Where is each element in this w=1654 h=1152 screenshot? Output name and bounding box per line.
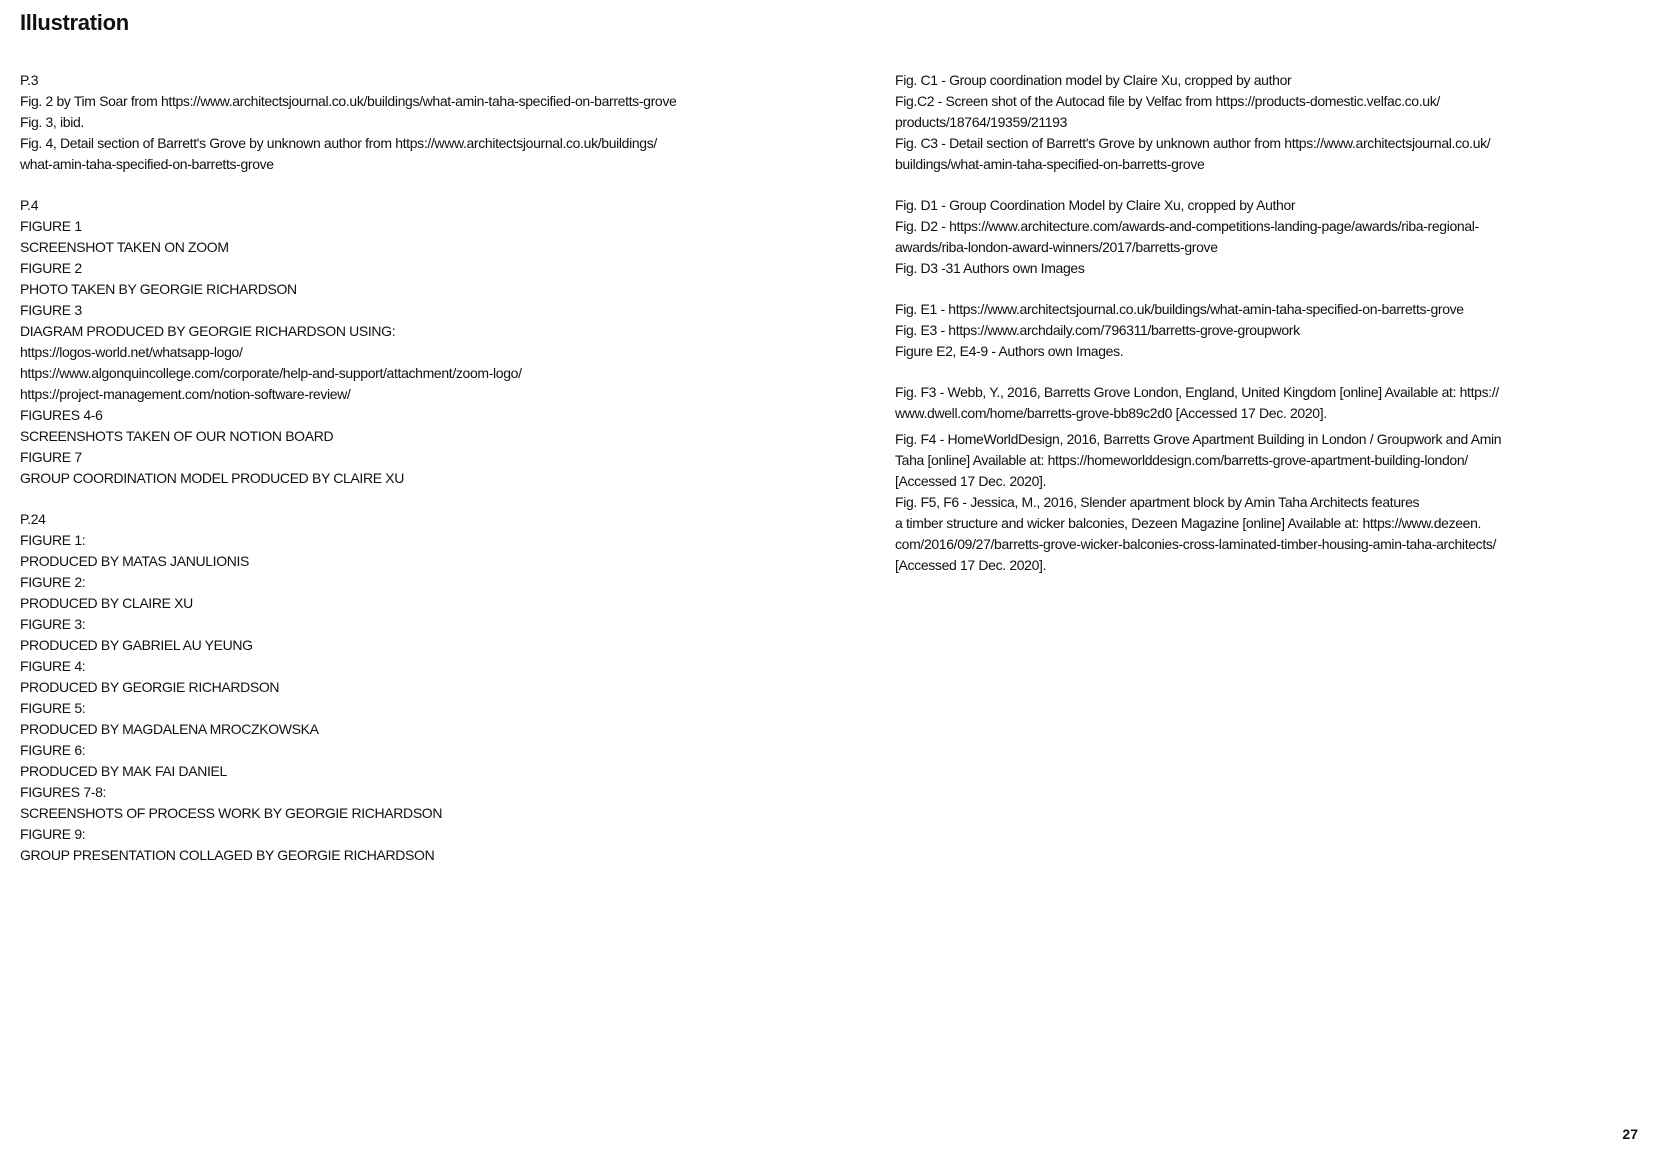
reference-line: P.24 xyxy=(20,511,46,527)
reference-line: com/2016/09/27/barretts-grove-wicker-balconies-cross-laminated-timber-housing-amin-taha-architects/ xyxy=(895,536,1497,552)
reference-line: Fig. 3, ibid. xyxy=(20,114,84,130)
reference-line: FIGURE 2 xyxy=(20,260,82,276)
reference-line: PRODUCED BY MAGDALENA MROCZKOWSKA xyxy=(20,721,319,737)
reference-line: Fig. D2 - https://www.architecture.com/awards-and-competitions-landing-page/awards/riba-regional- xyxy=(895,218,1479,234)
reference-line: FIGURES 7-8: xyxy=(20,784,107,800)
reference-line: Fig. F3 - Webb, Y., 2016, Barretts Grove London, England, United Kingdom [online] Available at: https:// xyxy=(895,384,1499,400)
page-title: Illustration xyxy=(20,10,129,35)
reference-line: P.4 xyxy=(20,197,39,213)
right-section xyxy=(895,195,1640,279)
left-section xyxy=(20,70,840,175)
reference-line: https://logos-world.net/whatsapp-logo/ xyxy=(20,344,243,360)
reference-line: FIGURE 6: xyxy=(20,742,86,758)
reference-line: PRODUCED BY GEORGIE RICHARDSON xyxy=(20,679,280,695)
reference-line: FIGURE 7 xyxy=(20,449,82,465)
reference-line: Fig. C1 - Group coordination model by Claire Xu, cropped by author xyxy=(895,72,1292,88)
right-column xyxy=(895,70,1640,596)
reference-line: www.dwell.com/home/barretts-grove-bb89c2d0 [Accessed 17 Dec. 2020]. xyxy=(895,405,1327,421)
reference-line: FIGURE 5: xyxy=(20,700,86,716)
reference-line: Fig. D1 - Group Coordination Model by Claire Xu, cropped by Author xyxy=(895,197,1296,213)
reference-line: buildings/what-amin-taha-specified-on-barretts-grove xyxy=(895,156,1205,172)
reference-line: awards/riba-london-award-winners/2017/barretts-grove xyxy=(895,239,1218,255)
reference-line: FIGURE 3 xyxy=(20,302,82,318)
reference-line: Fig. E1 - https://www.architectsjournal.co.uk/buildings/what-amin-taha-specified-on-barretts-grove xyxy=(895,301,1464,317)
right-section xyxy=(895,429,1640,576)
reference-line: [Accessed 17 Dec. 2020]. xyxy=(895,473,1047,489)
reference-line: GROUP PRESENTATION COLLAGED BY GEORGIE RICHARDSON xyxy=(20,847,435,863)
reference-line: FIGURE 9: xyxy=(20,826,86,842)
reference-line: Fig.C2 - Screen shot of the Autocad file by Velfac from https://products-domestic.velfac.co.uk/ xyxy=(895,93,1440,109)
reference-line: Taha [online] Available at: https://homeworlddesign.com/barretts-grove-apartment-building-london/ xyxy=(895,452,1468,468)
left-section xyxy=(20,509,840,866)
reference-line: FIGURE 4: xyxy=(20,658,86,674)
page-number: 27 xyxy=(1622,1126,1638,1142)
reference-line: P.3 xyxy=(20,72,39,88)
reference-line: Fig. F5, F6 - Jessica, M., 2016, Slender apartment block by Amin Taha Architects features xyxy=(895,494,1420,510)
reference-line: PHOTO TAKEN BY GEORGIE RICHARDSON xyxy=(20,281,297,297)
reference-line: PRODUCED BY MAK FAI DANIEL xyxy=(20,763,227,779)
reference-line: FIGURE 1 xyxy=(20,218,82,234)
right-section xyxy=(895,382,1640,424)
reference-line: PRODUCED BY MATAS JANULIONIS xyxy=(20,553,250,569)
reference-line: SCREENSHOTS TAKEN OF OUR NOTION BOARD xyxy=(20,428,334,444)
left-column xyxy=(20,70,840,886)
reference-line: FIGURES 4-6 xyxy=(20,407,103,423)
right-section xyxy=(895,70,1640,175)
reference-line: SCREENSHOTS OF PROCESS WORK BY GEORGIE RICHARDSON xyxy=(20,805,443,821)
reference-line: FIGURE 1: xyxy=(20,532,86,548)
right-section xyxy=(895,299,1640,362)
reference-line: SCREENSHOT TAKEN ON ZOOM xyxy=(20,239,229,255)
left-section xyxy=(20,195,840,489)
reference-line: PRODUCED BY CLAIRE XU xyxy=(20,595,193,611)
reference-line: Fig. E3 - https://www.archdaily.com/796311/barretts-grove-groupwork xyxy=(895,322,1300,338)
reference-line: [Accessed 17 Dec. 2020]. xyxy=(895,557,1047,573)
reference-line: a timber structure and wicker balconies, Dezeen Magazine [online] Available at: https://www.dezeen. xyxy=(895,515,1482,531)
reference-line: Fig. 2 by Tim Soar from https://www.architectsjournal.co.uk/buildings/what-amin-taha-specified-on-barretts-grove xyxy=(20,93,677,109)
reference-line: Fig. 4, Detail section of Barrett's Grove by unknown author from https://www.architectsjournal.co.uk/buildings/ xyxy=(20,135,657,151)
reference-line: products/18764/19359/21193 xyxy=(895,114,1068,130)
reference-line: GROUP COORDINATION MODEL PRODUCED BY CLAIRE XU xyxy=(20,470,405,486)
reference-line: FIGURE 3: xyxy=(20,616,86,632)
reference-line: Fig. C3 - Detail section of Barrett's Grove by unknown author from https://www.architectsjournal.co.uk/ xyxy=(895,135,1491,151)
reference-line: DIAGRAM PRODUCED BY GEORGIE RICHARDSON USING: xyxy=(20,323,396,339)
reference-line: PRODUCED BY GABRIEL AU YEUNG xyxy=(20,637,253,653)
reference-line: FIGURE 2: xyxy=(20,574,86,590)
reference-line: what-amin-taha-specified-on-barretts-grove xyxy=(20,156,274,172)
reference-line: Fig. F4 - HomeWorldDesign, 2016, Barretts Grove Apartment Building in London / Groupwork and Amin xyxy=(895,431,1502,447)
reference-line: Fig. D3 -31 Authors own Images xyxy=(895,260,1085,276)
reference-line: https://www.algonquincollege.com/corporate/help-and-support/attachment/zoom-logo/ xyxy=(20,365,522,381)
reference-line: https://project-management.com/notion-software-review/ xyxy=(20,386,351,402)
reference-line: Figure E2, E4-9 - Authors own Images. xyxy=(895,343,1124,359)
